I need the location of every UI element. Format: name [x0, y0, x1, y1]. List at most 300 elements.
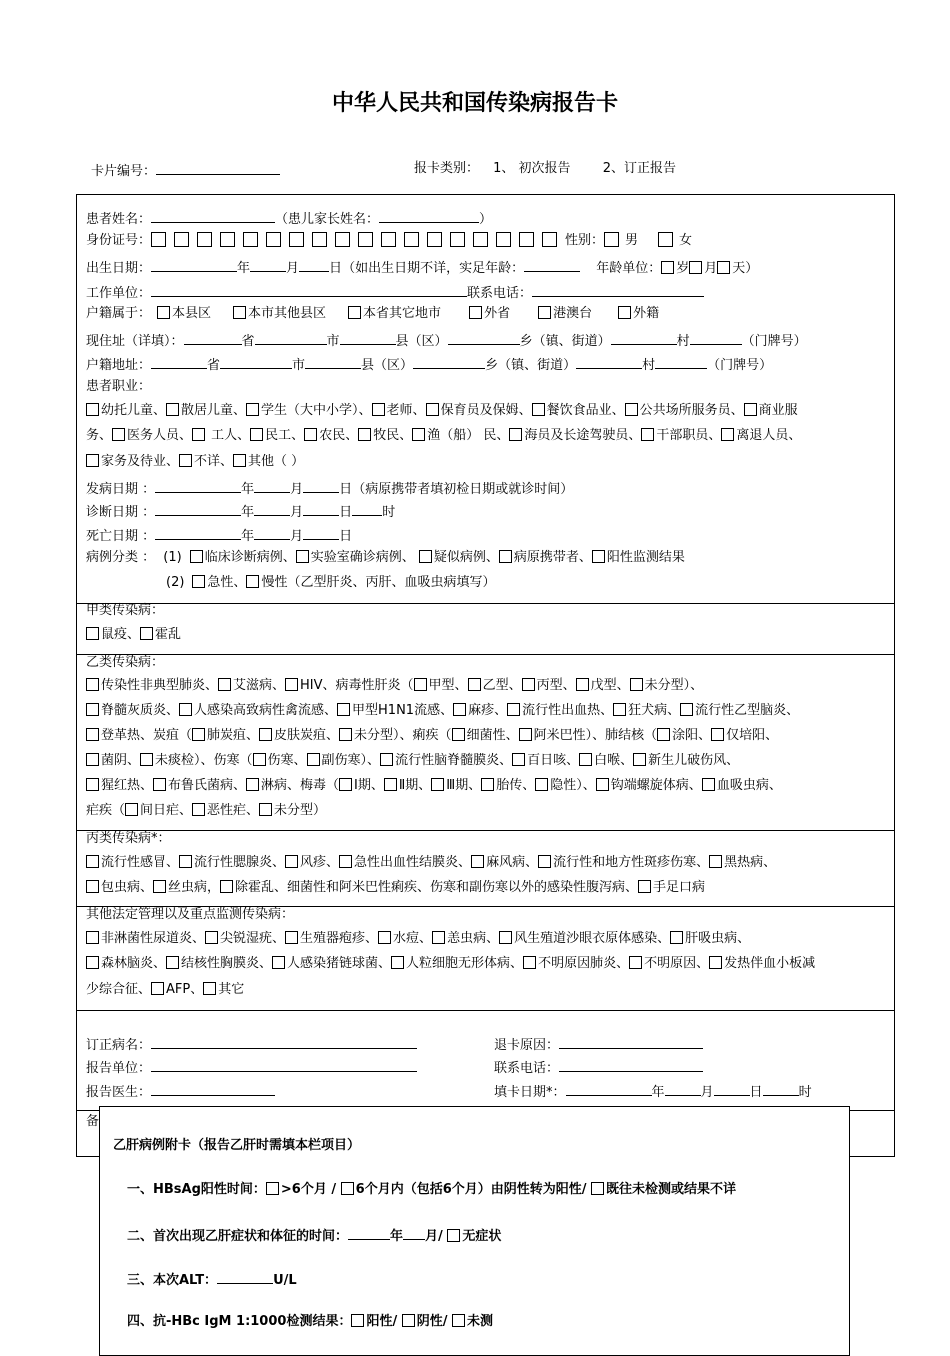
id-digit-box[interactable]: [358, 232, 373, 247]
sex-male-checkbox[interactable]: [604, 232, 619, 247]
work-unit-row: [86, 283, 704, 302]
question-label: 一、HBsAg阳性时间：: [127, 1182, 266, 1197]
option-label: 农民、: [319, 428, 359, 443]
option-checkbox[interactable]: [253, 753, 266, 766]
fill-date-row: [494, 1082, 812, 1101]
option-checkbox[interactable]: [670, 931, 683, 944]
id-digit-box[interactable]: [519, 232, 534, 247]
option-checkbox[interactable]: [86, 627, 99, 640]
option-label: 不详、: [194, 454, 234, 469]
option-checkbox[interactable]: [179, 454, 192, 467]
household-village-label: 村: [642, 358, 656, 373]
option-label: 淋病、梅毒（: [261, 778, 340, 793]
option-checkbox[interactable]: [304, 428, 317, 441]
address-village-field[interactable]: [611, 331, 677, 345]
remarks-label: 备: [86, 1114, 100, 1129]
option-checkbox[interactable]: [86, 778, 99, 791]
option-checkbox[interactable]: [509, 428, 522, 441]
origin-county-checkbox[interactable]: [157, 306, 170, 319]
hbv-q2-year-label: 年: [390, 1229, 404, 1244]
id-digit-box[interactable]: [427, 232, 442, 247]
option-label: 医务人员、: [127, 428, 193, 443]
hbv-q2-year-field[interactable]: [348, 1226, 390, 1240]
option-checkbox[interactable]: [453, 703, 466, 716]
option-checkbox[interactable]: [538, 855, 551, 868]
option-checkbox[interactable]: [522, 678, 535, 691]
card-number-field[interactable]: [156, 161, 280, 175]
option-checkbox[interactable]: [499, 550, 512, 563]
province-label: 省: [241, 334, 255, 349]
option-checkbox[interactable]: [192, 428, 205, 441]
id-digit-box[interactable]: [266, 232, 281, 247]
class-a-label: 甲类传染病：: [86, 603, 165, 618]
age-unit-year-checkbox[interactable]: [661, 261, 674, 274]
address-town-field[interactable]: [448, 331, 520, 345]
option-checkbox[interactable]: [86, 678, 99, 691]
fill-year-field[interactable]: [566, 1082, 652, 1096]
corrected-disease-row: [86, 1035, 417, 1054]
onset-date-label: 发病日期 ：: [86, 482, 156, 497]
option-label: 干部职员、: [656, 428, 722, 443]
option-label: 狂犬病、: [628, 703, 681, 718]
option-checkbox[interactable]: [576, 678, 589, 691]
option-checkbox[interactable]: [711, 728, 724, 741]
report-phone-row: [494, 1058, 703, 1077]
option-label: 恶性疟、: [207, 803, 260, 818]
county-label: 县（区）: [395, 334, 448, 349]
option-label: 生殖器疱疹、: [300, 931, 379, 946]
hbv-q2-month-field[interactable]: [403, 1226, 425, 1240]
option-label: 细菌性、: [466, 728, 519, 743]
option-checkbox[interactable]: [657, 728, 670, 741]
onset-month-field[interactable]: [254, 479, 290, 493]
id-digit-box[interactable]: [220, 232, 235, 247]
option-checkbox[interactable]: [523, 956, 536, 969]
option-checkbox[interactable]: [285, 855, 298, 868]
fill-hour-field[interactable]: [763, 1082, 799, 1096]
option-label: 黑热病、: [724, 855, 777, 870]
death-day-field[interactable]: [303, 526, 339, 540]
option-checkbox[interactable]: [153, 778, 166, 791]
fill-day-label: 日: [749, 1085, 763, 1100]
option-label: 风生殖道沙眼衣原体感染、: [514, 931, 671, 946]
option-checkbox[interactable]: [372, 403, 385, 416]
option-label: Ⅲ期、: [446, 778, 482, 793]
option-checkbox[interactable]: [431, 778, 444, 791]
option-checkbox[interactable]: [86, 880, 99, 893]
id-digit-box[interactable]: [243, 232, 258, 247]
occupation-line-3: [86, 454, 304, 470]
option-label: 离退人员、: [736, 428, 802, 443]
patient-phone-field[interactable]: [532, 283, 704, 297]
option-label: 钩端螺旋体病、: [610, 778, 702, 793]
option-checkbox[interactable]: [709, 956, 722, 969]
form-top-border: [76, 194, 895, 195]
occupation-line-1: [86, 403, 798, 419]
address-city-field[interactable]: [255, 331, 327, 345]
option-checkbox[interactable]: [192, 803, 205, 816]
option-checkbox[interactable]: [205, 931, 218, 944]
option-label: 胎传、: [496, 778, 536, 793]
option-checkbox[interactable]: [596, 778, 609, 791]
report-doctor-field[interactable]: [151, 1082, 275, 1096]
report-type-correction[interactable]: 2、订正报告: [602, 161, 676, 176]
id-digit-box[interactable]: [381, 232, 396, 247]
household-village-field[interactable]: [576, 355, 642, 369]
village-label: 村: [676, 334, 690, 349]
class-c-label: 丙类传染病*：: [86, 831, 171, 846]
option-checkbox[interactable]: [272, 956, 285, 969]
option-label: 恙虫病、: [447, 931, 500, 946]
option-checkbox[interactable]: [112, 428, 125, 441]
patient-name-row: [86, 209, 492, 228]
option-checkbox[interactable]: [384, 778, 397, 791]
option-checkbox[interactable]: [702, 778, 715, 791]
patient-phone-label: 联系电话：: [467, 286, 533, 301]
origin-foreign-checkbox[interactable]: [618, 306, 631, 319]
hbv-q2-prefix: 二、首次出现乙肝症状和体征的时间：: [127, 1229, 349, 1244]
report-unit-row: [86, 1058, 417, 1077]
occupation-line-2: [86, 428, 801, 444]
option-checkbox[interactable]: [414, 678, 427, 691]
report-phone-label: 联系电话：: [494, 1061, 560, 1076]
household-city-field[interactable]: [220, 355, 292, 369]
option-label: 其它: [218, 982, 245, 997]
option-checkbox[interactable]: [86, 728, 99, 741]
option-checkbox[interactable]: [591, 1182, 604, 1195]
address-house-field[interactable]: [690, 331, 742, 345]
option-label: 商业服: [758, 403, 798, 418]
option-label: 手足口病: [653, 880, 706, 895]
option-checkbox[interactable]: [471, 855, 484, 868]
option-label: 6个月内（包括6个月）由阴性转为阳性/: [355, 1182, 592, 1197]
id-digit-box[interactable]: [312, 232, 327, 247]
class-b-label: 乙类传染病：: [86, 655, 165, 670]
address-province-field[interactable]: [184, 331, 242, 345]
option-checkbox[interactable]: [638, 880, 651, 893]
option-checkbox[interactable]: [633, 753, 646, 766]
class-b-line-3: [86, 728, 778, 744]
report-type-initial[interactable]: 1、 初次报告: [493, 161, 571, 176]
option-checkbox[interactable]: [641, 428, 654, 441]
age-unit-month-checkbox[interactable]: [689, 261, 702, 274]
case-class-2-prefix: (2): [166, 575, 185, 590]
option-checkbox[interactable]: [203, 982, 216, 995]
hbv-q2-none-checkbox[interactable]: [447, 1229, 460, 1242]
diagnosis-hour-label: 时: [382, 505, 396, 520]
option-checkbox[interactable]: [680, 703, 693, 716]
option-checkbox[interactable]: [629, 956, 642, 969]
option-label: 白喉、: [594, 753, 634, 768]
class-b-line-6-items: [125, 803, 326, 818]
death-month-field[interactable]: [254, 526, 290, 540]
sex-male-label: 男: [625, 233, 639, 248]
option-label: 非淋菌性尿道炎、: [101, 931, 206, 946]
fill-year-label: 年: [651, 1085, 665, 1100]
option-checkbox[interactable]: [140, 753, 153, 766]
option-checkbox[interactable]: [339, 728, 352, 741]
option-checkbox[interactable]: [468, 678, 481, 691]
option-checkbox[interactable]: [86, 403, 99, 416]
option-checkbox[interactable]: [153, 880, 166, 893]
work-unit-field[interactable]: [151, 283, 467, 297]
birth-month-field[interactable]: [250, 258, 286, 272]
hbv-attachment-card: [99, 1106, 850, 1356]
report-type-row: [414, 161, 676, 177]
option-checkbox[interactable]: [86, 931, 99, 944]
class-b-divider: [76, 654, 895, 655]
corrected-disease-field[interactable]: [151, 1035, 417, 1049]
household-house-label: （门牌号）: [707, 358, 773, 373]
option-checkbox[interactable]: [535, 778, 548, 791]
option-label: 阳性监测结果: [606, 550, 685, 565]
option-checkbox[interactable]: [86, 753, 99, 766]
death-date-row: [86, 526, 352, 545]
age-field[interactable]: [524, 258, 580, 272]
origin-label: 户籍属于：: [86, 306, 152, 321]
origin-hkmo: 港澳台: [553, 306, 593, 321]
birth-day-field[interactable]: [299, 258, 329, 272]
id-digit-box[interactable]: [151, 232, 166, 247]
option-label: 除霍乱、细菌性和阿米巴性痢疾、伤寒和副伤寒以外的感染性腹泻病、: [235, 880, 639, 895]
other-label: 其他法定管理以及重点监测传染病：: [86, 907, 295, 922]
age-unit-year: 岁: [676, 261, 690, 276]
option-checkbox[interactable]: [246, 778, 259, 791]
footer-divider: [76, 1010, 895, 1011]
age-unit-day-checkbox[interactable]: [717, 261, 730, 274]
option-checkbox[interactable]: [192, 728, 205, 741]
household-province-field[interactable]: [151, 355, 207, 369]
option-label: 老师、: [386, 403, 426, 418]
id-digit-box[interactable]: [174, 232, 189, 247]
id-digit-box[interactable]: [404, 232, 419, 247]
form-left-border: [76, 194, 77, 1156]
option-label: 未测: [467, 1314, 494, 1329]
option-checkbox[interactable]: [86, 855, 99, 868]
guardian-name-field[interactable]: [379, 209, 479, 223]
diagnosis-hour-field[interactable]: [352, 502, 382, 516]
hbv-q3-alt-field[interactable]: [217, 1270, 273, 1284]
id-number-boxes[interactable]: [151, 233, 565, 248]
option-label: 未痰检）、伤寒（: [155, 753, 253, 768]
origin-city-checkbox[interactable]: [233, 306, 246, 319]
option-checkbox[interactable]: [452, 1314, 465, 1327]
card-number-row: [91, 161, 280, 180]
onset-day-field[interactable]: [303, 479, 339, 493]
option-checkbox[interactable]: [391, 956, 404, 969]
diagnosis-year-field[interactable]: [155, 502, 241, 516]
option-label: 血吸虫病、: [716, 778, 782, 793]
option-label: 新生儿破伤风、: [648, 753, 740, 768]
hbv-q3-prefix: 三、本次ALT：: [127, 1273, 218, 1288]
fill-day-field[interactable]: [714, 1082, 750, 1096]
option-checkbox[interactable]: [592, 550, 605, 563]
option-label: 甲型H1N1流感、: [352, 703, 454, 718]
option-checkbox[interactable]: [337, 703, 350, 716]
id-digit-box[interactable]: [542, 232, 557, 247]
hbv-question-3: [127, 1270, 297, 1289]
option-label: 艾滋病、: [233, 678, 286, 693]
onset-date-row: [86, 479, 573, 498]
option-label: 戊型、: [590, 678, 630, 693]
option-label: 麻疹、: [468, 703, 508, 718]
option-checkbox[interactable]: [246, 403, 259, 416]
option-label: 仅培阳、: [726, 728, 779, 743]
address-county-field[interactable]: [340, 331, 396, 345]
death-year-field[interactable]: [155, 526, 241, 540]
sex-female-checkbox[interactable]: [658, 232, 673, 247]
year-label: 年: [237, 261, 251, 276]
death-day-label: 日: [339, 529, 353, 544]
id-digit-box[interactable]: [197, 232, 212, 247]
option-checkbox[interactable]: [250, 428, 263, 441]
fill-hour-label: 时: [798, 1085, 812, 1100]
option-checkbox[interactable]: [339, 855, 352, 868]
option-checkbox[interactable]: [179, 703, 192, 716]
option-checkbox[interactable]: [625, 403, 638, 416]
option-label: 人感染高致病性禽流感、: [194, 703, 338, 718]
option-label: 包虫病、: [101, 880, 154, 895]
occupation-line-2-prefix: 务、: [86, 428, 113, 443]
option-checkbox[interactable]: [259, 728, 272, 741]
question-label: 四、抗-HBc IgM 1:1000检测结果：: [127, 1314, 352, 1329]
diagnosis-day-field[interactable]: [303, 502, 339, 516]
option-checkbox[interactable]: [341, 1182, 354, 1195]
id-digit-box[interactable]: [335, 232, 350, 247]
birth-year-field[interactable]: [151, 258, 237, 272]
option-checkbox[interactable]: [419, 550, 432, 563]
option-checkbox[interactable]: [246, 575, 259, 588]
household-county-label: 县（区）: [361, 358, 414, 373]
report-phone-field[interactable]: [559, 1058, 703, 1072]
option-checkbox[interactable]: [192, 575, 205, 588]
option-checkbox[interactable]: [402, 1314, 415, 1327]
id-digit-box[interactable]: [289, 232, 304, 247]
option-checkbox[interactable]: [378, 931, 391, 944]
id-digit-box[interactable]: [473, 232, 488, 247]
option-checkbox[interactable]: [307, 753, 320, 766]
onset-year-field[interactable]: [155, 479, 241, 493]
option-checkbox[interactable]: [499, 931, 512, 944]
option-checkbox[interactable]: [630, 678, 643, 691]
option-checkbox[interactable]: [285, 931, 298, 944]
option-checkbox[interactable]: [220, 880, 233, 893]
option-checkbox[interactable]: [613, 703, 626, 716]
option-checkbox[interactable]: [190, 550, 203, 563]
fill-month-label: 月: [700, 1085, 714, 1100]
option-checkbox[interactable]: [351, 1314, 364, 1327]
option-checkbox[interactable]: [452, 728, 465, 741]
option-checkbox[interactable]: [519, 728, 532, 741]
form-bottom-border: [76, 1156, 100, 1157]
household-house-field[interactable]: [655, 355, 707, 369]
option-label: 丙型、: [536, 678, 576, 693]
option-checkbox[interactable]: [125, 803, 138, 816]
option-checkbox[interactable]: [481, 778, 494, 791]
diagnosis-date-label: 诊断日期 ：: [86, 505, 156, 520]
option-checkbox[interactable]: [259, 803, 272, 816]
option-checkbox[interactable]: [532, 403, 545, 416]
origin-other-province-checkbox[interactable]: [469, 306, 482, 319]
option-checkbox[interactable]: [218, 678, 231, 691]
hbv-title: 乙肝病例附卡（报告乙肝时需填本栏项目）: [113, 1138, 361, 1153]
class-b-line-1: [86, 678, 703, 694]
death-month-label: 月: [290, 529, 304, 544]
option-checkbox[interactable]: [426, 403, 439, 416]
option-label: 急性出血性结膜炎、: [354, 855, 472, 870]
option-checkbox[interactable]: [140, 627, 153, 640]
option-checkbox[interactable]: [266, 1182, 279, 1195]
option-checkbox[interactable]: [412, 428, 425, 441]
report-doctor-row: [86, 1082, 275, 1101]
case-class-1-prefix: (1): [163, 550, 182, 565]
origin-hkmo-checkbox[interactable]: [538, 306, 551, 319]
option-checkbox[interactable]: [179, 855, 192, 868]
option-label: 学生（大中小学）、: [261, 403, 372, 418]
option-checkbox[interactable]: [432, 931, 445, 944]
return-reason-label: 退卡原因：: [494, 1038, 560, 1053]
class-b-line-6: [86, 803, 326, 819]
age-unit-month: 月: [704, 261, 718, 276]
origin-province-checkbox[interactable]: [348, 306, 361, 319]
option-label: 尖锐湿疣、: [220, 931, 286, 946]
option-checkbox[interactable]: [86, 703, 99, 716]
option-checkbox[interactable]: [579, 753, 592, 766]
report-unit-label: 报告单位：: [86, 1061, 152, 1076]
household-town-field[interactable]: [413, 355, 485, 369]
option-label: 不明原因肺炎、: [538, 956, 630, 971]
option-checkbox[interactable]: [380, 753, 393, 766]
option-checkbox[interactable]: [709, 855, 722, 868]
day-label: 日: [329, 261, 343, 276]
id-digit-box[interactable]: [496, 232, 511, 247]
option-label: >6个月 /: [280, 1182, 341, 1197]
diagnosis-month-field[interactable]: [254, 502, 290, 516]
fill-month-field[interactable]: [665, 1082, 701, 1096]
option-checkbox[interactable]: [86, 454, 99, 467]
option-checkbox[interactable]: [86, 956, 99, 969]
option-checkbox[interactable]: [166, 956, 179, 969]
option-label: 阳性/: [366, 1314, 402, 1329]
option-label: 流行性腮腺炎、: [194, 855, 286, 870]
option-label: 人感染猪链球菌、: [287, 956, 392, 971]
option-label: 民工、: [265, 428, 305, 443]
option-checkbox[interactable]: [339, 778, 352, 791]
option-checkbox[interactable]: [721, 428, 734, 441]
option-checkbox[interactable]: [151, 982, 164, 995]
option-checkbox[interactable]: [507, 703, 520, 716]
patient-name-field[interactable]: [151, 209, 275, 223]
report-unit-field[interactable]: [151, 1058, 417, 1072]
origin-foreign: 外籍: [633, 306, 660, 321]
option-label: Ⅱ期、: [398, 778, 432, 793]
return-reason-field[interactable]: [559, 1035, 703, 1049]
page-title: 中华人民共和国传染病报告卡: [331, 90, 618, 116]
option-checkbox[interactable]: [166, 403, 179, 416]
id-digit-box[interactable]: [450, 232, 465, 247]
diagnosis-year-label: 年: [241, 505, 255, 520]
household-county-field[interactable]: [305, 355, 361, 369]
option-checkbox[interactable]: [285, 678, 298, 691]
option-label: 脊髓灰质炎、: [101, 703, 180, 718]
option-checkbox[interactable]: [512, 753, 525, 766]
option-checkbox[interactable]: [233, 454, 246, 467]
option-checkbox[interactable]: [744, 403, 757, 416]
option-checkbox[interactable]: [296, 550, 309, 563]
class-c-line-1: [86, 855, 776, 871]
option-checkbox[interactable]: [358, 428, 371, 441]
other-line-3: [86, 982, 244, 998]
